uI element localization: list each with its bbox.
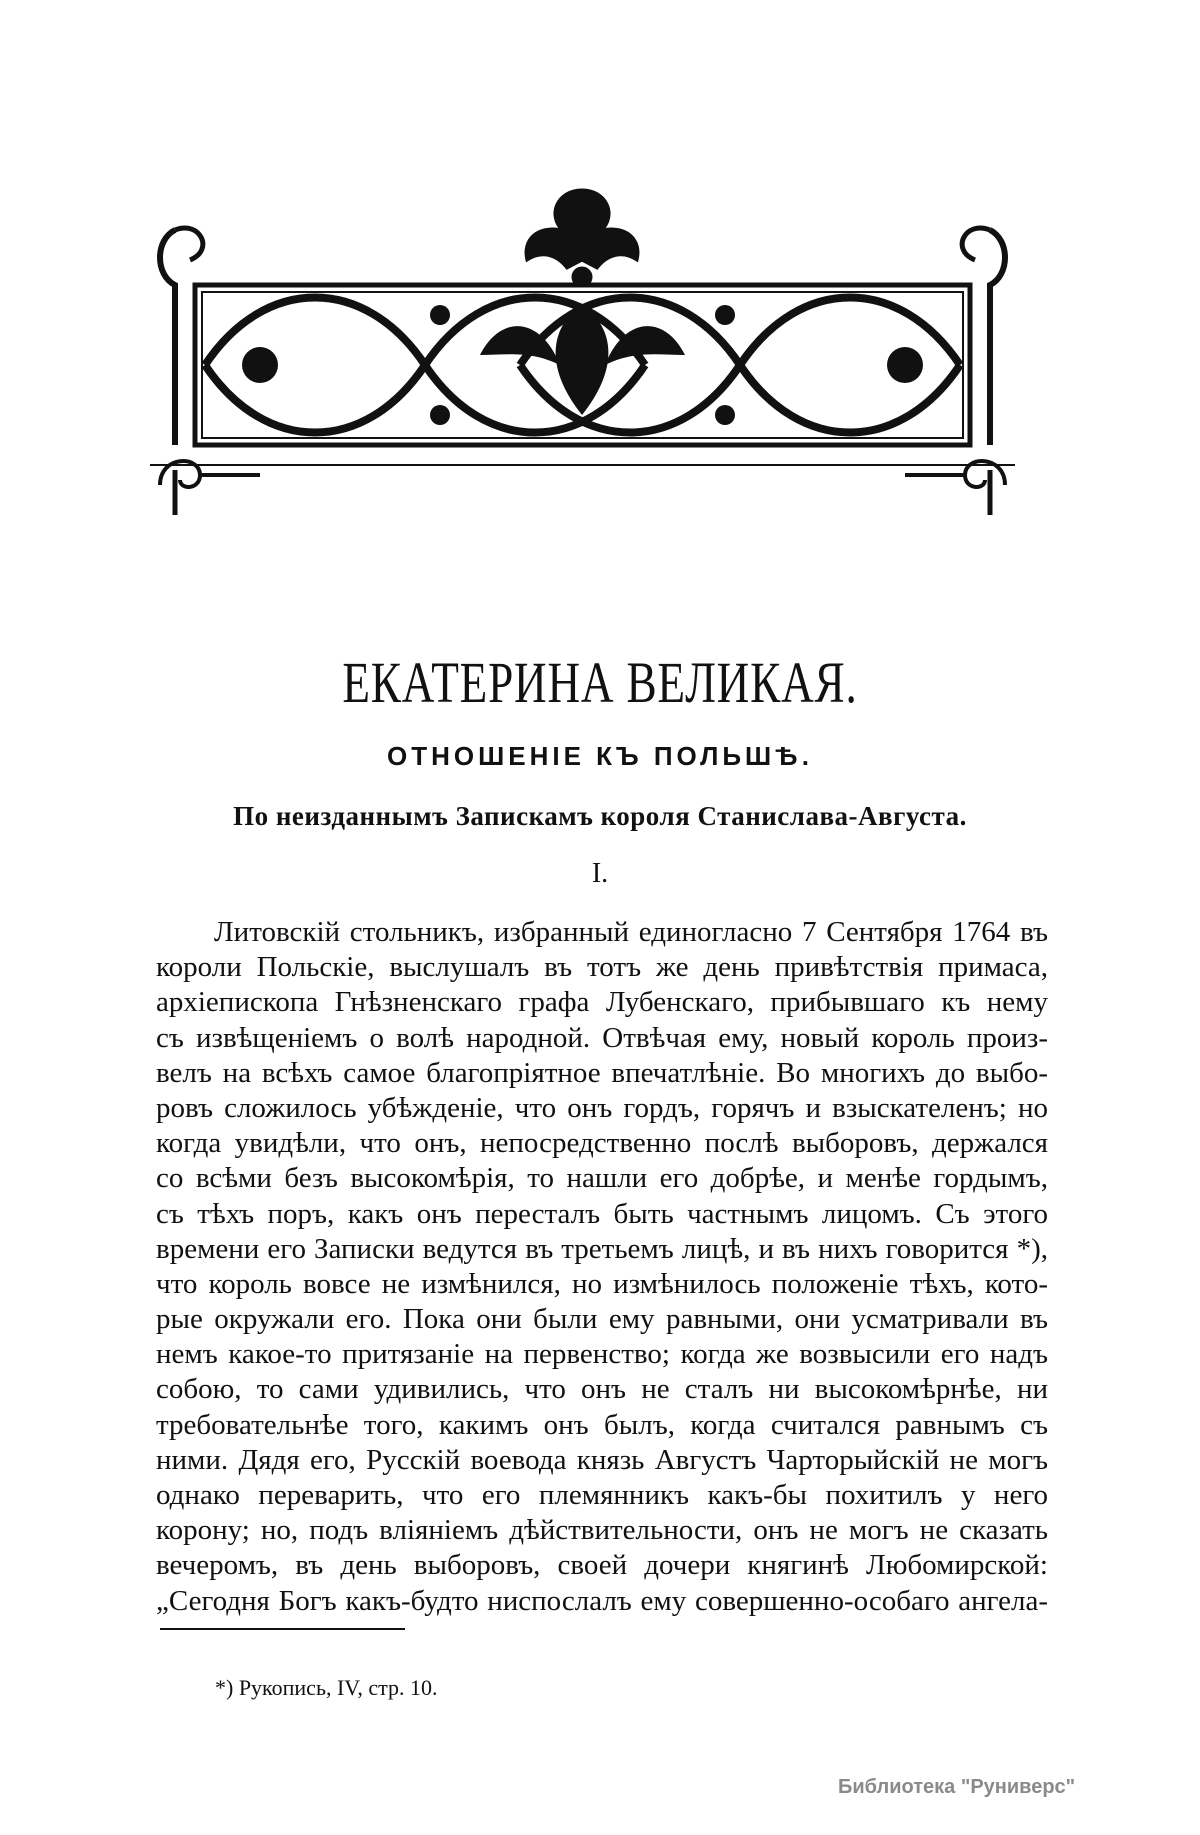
text-line-content: Литовскій стольникъ, избранный единогласно 7 Сентября 1764 въ: [214, 916, 1048, 948]
text-line-content: однако переварить, что его племянникъ какъ-бы похитилъ у него: [156, 1479, 1048, 1511]
text-line: [156, 1513, 1048, 1548]
text-line-content: архіепископа Гнѣзненскаго графа Лубенскаго, прибывшаго къ нему: [156, 986, 1048, 1019]
footnote-divider: [160, 1628, 405, 1630]
text-line: [156, 1302, 1048, 1337]
text-line: [156, 985, 1048, 1020]
text-line-content: съ извѣщеніемъ о волѣ народной. Отвѣчая ему, новый король произ-: [156, 1021, 1048, 1054]
text-line-content: рые окружали его. Пока они были ему равными, они усматривали въ: [156, 1303, 1048, 1336]
text-line-content: что король вовсе не измѣнился, но измѣнилось положеніе тѣхъ, кото-: [156, 1267, 1048, 1300]
section-number: I.: [591, 858, 609, 889]
page-title: ЕКАТЕРИНА ВЕЛИКАЯ.: [342, 650, 858, 715]
footnote: *) Рукопись, IV, стр. 10.: [215, 1675, 438, 1700]
text-line-content: съ тѣхъ поръ, какъ онъ пересталъ быть частнымъ лицомъ. Съ этого: [156, 1197, 1048, 1230]
library-watermark: Библиотека "Руниверс": [838, 1776, 1076, 1798]
text-line: [156, 1584, 1048, 1619]
text-line-content: вечеромъ, въ день выборовъ, своей дочери княгинѣ Любомирской:: [156, 1549, 1048, 1582]
text-line-content: собою, то сами удивились, что онъ не сталъ ни высокомѣрнѣе, ни: [156, 1373, 1048, 1406]
text-line: [156, 1372, 1048, 1407]
text-line-content: требовательнѣе того, какимъ онъ былъ, когда считался равнымъ съ: [156, 1408, 1048, 1441]
text-line-content: короли Польскіе, выслушалъ въ тотъ же день привѣтствія примаса,: [156, 951, 1048, 984]
text-line: [156, 1232, 1048, 1267]
body-text: [156, 915, 1048, 1619]
text-line: [156, 915, 1048, 950]
text-line-content: ними. Дядя его, Русскій воевода князь Августъ Чарторыйскій не могъ: [156, 1443, 1048, 1476]
source-line: По неизданнымъ Запискамъ короля Станислава-Августа.: [233, 801, 967, 831]
text-line: [156, 1548, 1048, 1583]
text-line: [156, 1197, 1048, 1232]
text-line-content: „Сегодня Богъ какъ-будто ниспослалъ ему совершенно-особаго ангела-: [156, 1584, 1048, 1617]
text-line: [156, 1056, 1048, 1091]
text-line-content: времени его Записки ведутся въ третьемъ лицѣ, и въ нихъ говорится *),: [156, 1232, 1048, 1265]
text-line: [156, 1161, 1048, 1196]
text-line: [156, 1443, 1048, 1478]
text-line: [156, 1408, 1048, 1443]
text-line-content: ровъ сложилось убѣжденіе, что онъ гордъ, горячъ и взыскателенъ; но: [156, 1091, 1048, 1124]
subtitle: ОТНОШЕНІЕ КЪ ПОЛЬШѢ.: [387, 741, 813, 771]
text-line: [156, 1126, 1048, 1161]
text-line-content: когда увидѣли, что онъ, непосредственно послѣ выборовъ, держался: [156, 1127, 1048, 1160]
text-line: [156, 1478, 1048, 1513]
text-line-content: немъ какое-то притязаніе на первенство; когда же возвысили его надъ: [156, 1338, 1048, 1371]
text-line: [156, 950, 1048, 985]
text-line: [156, 1337, 1048, 1372]
text-line-content: со всѣми безъ высокомѣрія, то нашли его добрѣе, и менѣе гордымъ,: [156, 1162, 1048, 1195]
text-line: [156, 1021, 1048, 1056]
text-line-content: велъ на всѣхъ самое благопріятное впечатлѣніе. Во многихъ до выбо-: [156, 1056, 1048, 1089]
text-line: [156, 1091, 1048, 1126]
text-line: [156, 1267, 1048, 1302]
decorative-headpiece-ornament-icon: [150, 185, 1015, 540]
text-line-content: корону; но, подъ вліяніемъ дѣйствительности, онъ не могъ не сказать: [156, 1514, 1048, 1547]
